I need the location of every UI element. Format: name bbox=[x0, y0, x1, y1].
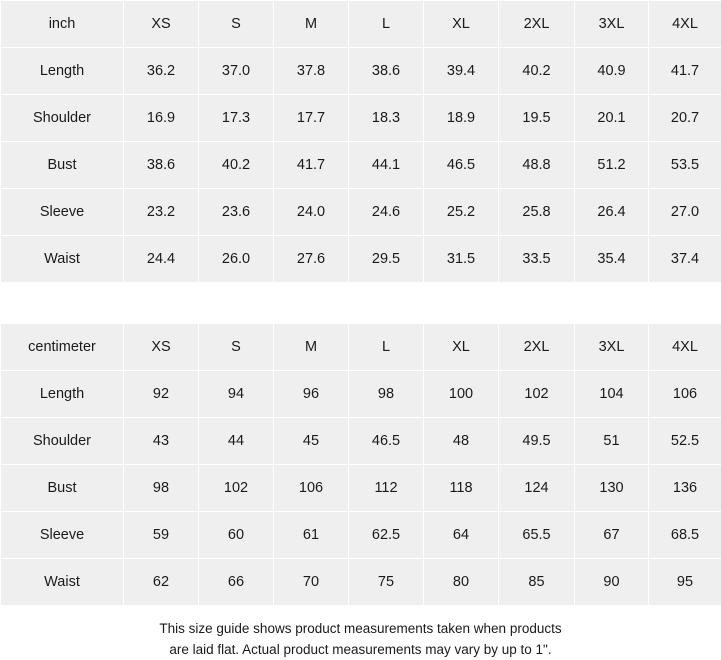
column-header-3xl: 3XL bbox=[575, 1, 649, 48]
column-header-m: M bbox=[274, 324, 349, 371]
cell: 16.9 bbox=[124, 95, 199, 142]
column-header-xs: XS bbox=[124, 1, 199, 48]
cell: 67 bbox=[575, 512, 649, 559]
cell: 24.0 bbox=[274, 189, 349, 236]
footnote-line-2: are laid flat. Actual product measurements may vary by up to 1". bbox=[0, 639, 721, 660]
cell: 20.1 bbox=[575, 95, 649, 142]
row-label: Length bbox=[1, 48, 124, 95]
cell: 26.0 bbox=[199, 236, 274, 283]
cell: 38.6 bbox=[124, 142, 199, 189]
size-table-centimeter bbox=[0, 323, 721, 606]
table-row bbox=[1, 559, 721, 606]
cell: 40.9 bbox=[575, 48, 649, 95]
row-label: Bust bbox=[1, 142, 124, 189]
cell: 41.7 bbox=[274, 142, 349, 189]
cell: 106 bbox=[649, 371, 721, 418]
cell: 62 bbox=[124, 559, 199, 606]
cell: 25.8 bbox=[499, 189, 575, 236]
cell: 36.2 bbox=[124, 48, 199, 95]
cell: 40.2 bbox=[199, 142, 274, 189]
cell: 102 bbox=[199, 465, 274, 512]
column-header-4xl: 4XL bbox=[649, 1, 721, 48]
cell: 104 bbox=[575, 371, 649, 418]
cell: 46.5 bbox=[349, 418, 424, 465]
cell: 65.5 bbox=[499, 512, 575, 559]
cell: 112 bbox=[349, 465, 424, 512]
cell: 102 bbox=[499, 371, 575, 418]
cell: 68.5 bbox=[649, 512, 721, 559]
cell: 24.6 bbox=[349, 189, 424, 236]
table-row bbox=[1, 236, 721, 283]
cell: 49.5 bbox=[499, 418, 575, 465]
cell: 31.5 bbox=[424, 236, 499, 283]
cell: 124 bbox=[499, 465, 575, 512]
table-separator bbox=[0, 283, 721, 323]
cell: 85 bbox=[499, 559, 575, 606]
cell: 75 bbox=[349, 559, 424, 606]
cell: 66 bbox=[199, 559, 274, 606]
cell: 60 bbox=[199, 512, 274, 559]
cell: 18.3 bbox=[349, 95, 424, 142]
cell: 136 bbox=[649, 465, 721, 512]
cell: 59 bbox=[124, 512, 199, 559]
cell: 48 bbox=[424, 418, 499, 465]
cell: 26.4 bbox=[575, 189, 649, 236]
size-table-inch bbox=[0, 0, 721, 283]
cell: 98 bbox=[349, 371, 424, 418]
cell: 52.5 bbox=[649, 418, 721, 465]
column-header-xl: XL bbox=[424, 324, 499, 371]
column-header-l: L bbox=[349, 324, 424, 371]
row-label: Shoulder bbox=[1, 95, 124, 142]
cell: 90 bbox=[575, 559, 649, 606]
cell: 46.5 bbox=[424, 142, 499, 189]
cell: 62.5 bbox=[349, 512, 424, 559]
footnote-line-1: This size guide shows product measurements taken when products bbox=[0, 618, 721, 639]
table-row bbox=[1, 142, 721, 189]
cell: 95 bbox=[649, 559, 721, 606]
column-header-xl: XL bbox=[424, 1, 499, 48]
cell: 35.4 bbox=[575, 236, 649, 283]
cell: 37.0 bbox=[199, 48, 274, 95]
cell: 20.7 bbox=[649, 95, 721, 142]
cell: 43 bbox=[124, 418, 199, 465]
cell: 80 bbox=[424, 559, 499, 606]
column-header-s: S bbox=[199, 1, 274, 48]
cell: 61 bbox=[274, 512, 349, 559]
cell: 48.8 bbox=[499, 142, 575, 189]
table-row bbox=[1, 418, 721, 465]
cell: 92 bbox=[124, 371, 199, 418]
cell: 17.3 bbox=[199, 95, 274, 142]
cell: 37.4 bbox=[649, 236, 721, 283]
column-header-2xl: 2XL bbox=[499, 1, 575, 48]
cell: 38.6 bbox=[349, 48, 424, 95]
cell: 98 bbox=[124, 465, 199, 512]
cell: 25.2 bbox=[424, 189, 499, 236]
table-row bbox=[1, 465, 721, 512]
cell: 27.6 bbox=[274, 236, 349, 283]
cell: 96 bbox=[274, 371, 349, 418]
row-label: Waist bbox=[1, 236, 124, 283]
cell: 106 bbox=[274, 465, 349, 512]
table-header-row bbox=[1, 324, 721, 371]
unit-label: inch bbox=[1, 1, 124, 48]
cell: 51 bbox=[575, 418, 649, 465]
cell: 29.5 bbox=[349, 236, 424, 283]
table-row bbox=[1, 95, 721, 142]
cell: 37.8 bbox=[274, 48, 349, 95]
cell: 70 bbox=[274, 559, 349, 606]
cell: 64 bbox=[424, 512, 499, 559]
cell: 51.2 bbox=[575, 142, 649, 189]
table-row bbox=[1, 512, 721, 559]
row-label: Bust bbox=[1, 465, 124, 512]
cell: 40.2 bbox=[499, 48, 575, 95]
cell: 44 bbox=[199, 418, 274, 465]
table-row bbox=[1, 48, 721, 95]
cell: 19.5 bbox=[499, 95, 575, 142]
cell: 23.2 bbox=[124, 189, 199, 236]
row-label: Sleeve bbox=[1, 512, 124, 559]
cell: 94 bbox=[199, 371, 274, 418]
cell: 41.7 bbox=[649, 48, 721, 95]
cell: 53.5 bbox=[649, 142, 721, 189]
row-label: Waist bbox=[1, 559, 124, 606]
column-header-2xl: 2XL bbox=[499, 324, 575, 371]
cell: 27.0 bbox=[649, 189, 721, 236]
cell: 23.6 bbox=[199, 189, 274, 236]
cell: 24.4 bbox=[124, 236, 199, 283]
column-header-3xl: 3XL bbox=[575, 324, 649, 371]
cell: 17.7 bbox=[274, 95, 349, 142]
cell: 33.5 bbox=[499, 236, 575, 283]
cell: 45 bbox=[274, 418, 349, 465]
cell: 130 bbox=[575, 465, 649, 512]
column-header-l: L bbox=[349, 1, 424, 48]
row-label: Shoulder bbox=[1, 418, 124, 465]
cell: 118 bbox=[424, 465, 499, 512]
column-header-m: M bbox=[274, 1, 349, 48]
cell: 44.1 bbox=[349, 142, 424, 189]
unit-label: centimeter bbox=[1, 324, 124, 371]
table-row bbox=[1, 371, 721, 418]
cell: 100 bbox=[424, 371, 499, 418]
cell: 18.9 bbox=[424, 95, 499, 142]
size-guide-footnote bbox=[0, 606, 721, 660]
table-header-row bbox=[1, 1, 721, 48]
row-label: Sleeve bbox=[1, 189, 124, 236]
table-row bbox=[1, 189, 721, 236]
column-header-xs: XS bbox=[124, 324, 199, 371]
column-header-4xl: 4XL bbox=[649, 324, 721, 371]
column-header-s: S bbox=[199, 324, 274, 371]
cell: 39.4 bbox=[424, 48, 499, 95]
row-label: Length bbox=[1, 371, 124, 418]
